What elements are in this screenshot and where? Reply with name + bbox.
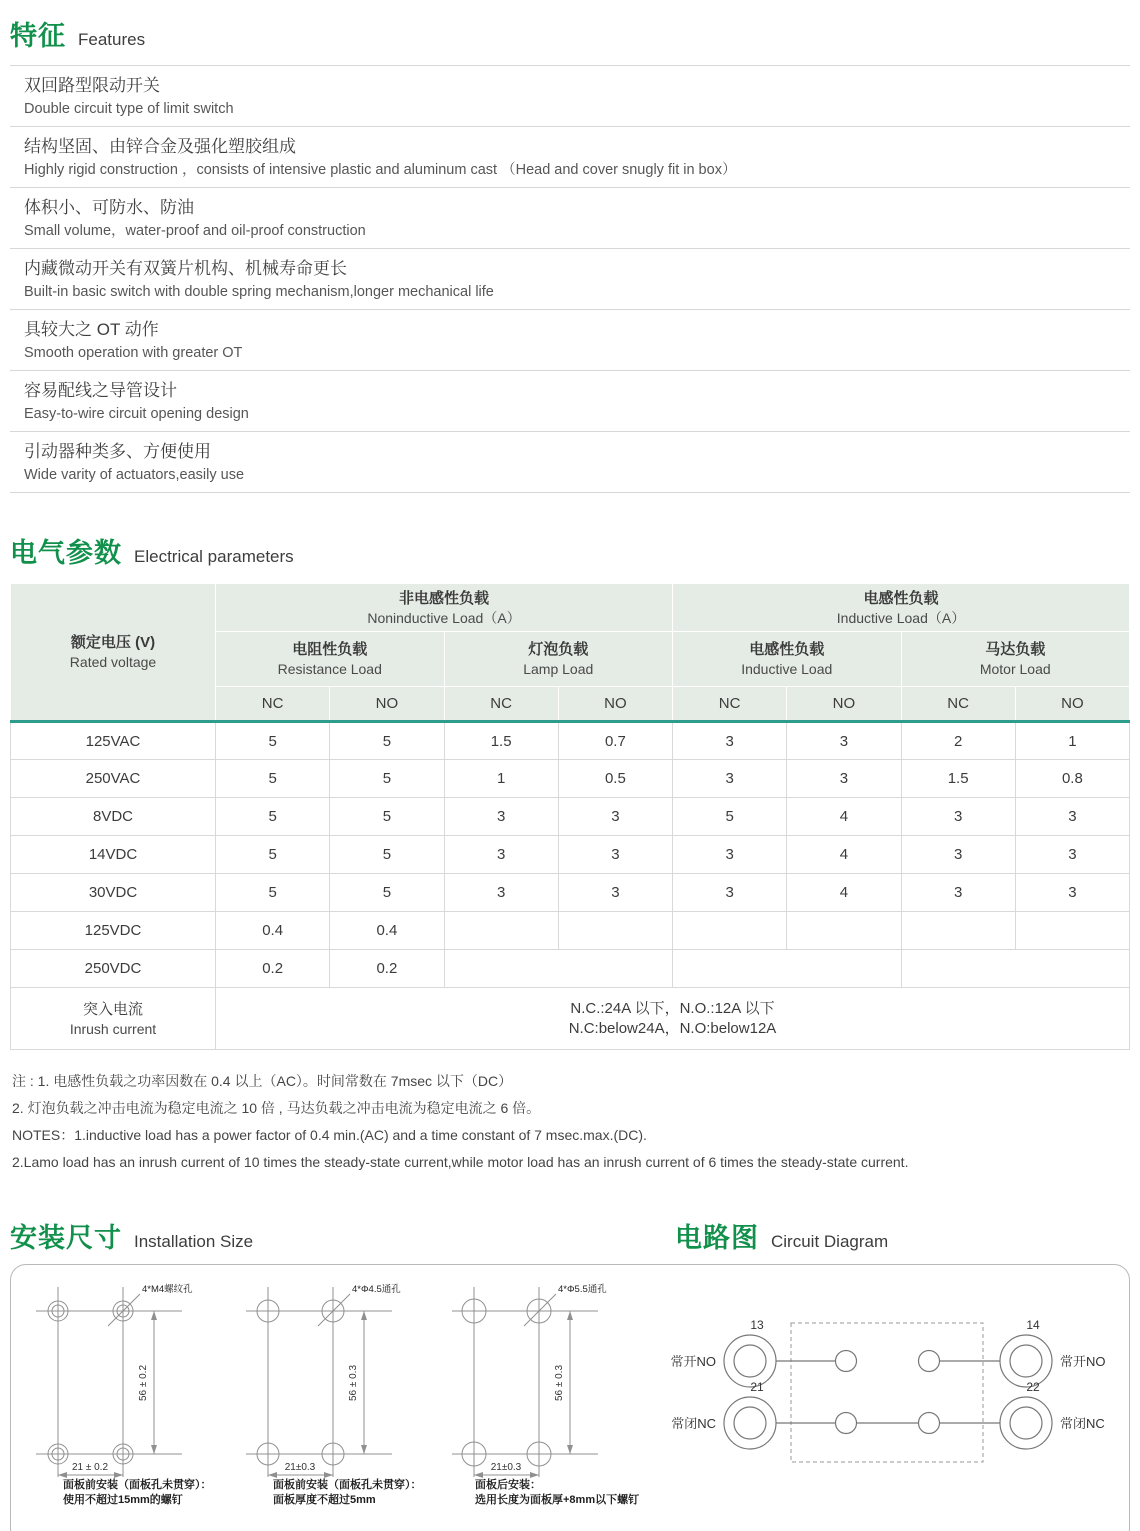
vertical-dimension: 56 ± 0.3 xyxy=(348,1364,359,1402)
feature-list xyxy=(10,65,1130,493)
nc-label-left: 常闭NC xyxy=(671,1416,716,1431)
feature-item xyxy=(10,371,1130,432)
feature-item xyxy=(10,66,1130,127)
terminal-13-number: 13 xyxy=(750,1318,764,1332)
terminal-14-number: 14 xyxy=(1026,1318,1040,1332)
feature-zh: 引动器种类多、方便使用 xyxy=(24,442,211,461)
table-row: 14VDC 5 5 3 3 3 4 3 3 xyxy=(11,836,1130,874)
noninductive-group-header: 非电感性负载 Noninductive Load（A） xyxy=(216,584,673,632)
rated-voltage-header: 额定电压 (V) Rated voltage xyxy=(11,584,216,722)
feature-zh: 双回路型限动开关 xyxy=(24,76,160,95)
features-title-en: Features xyxy=(78,30,146,49)
nc-header: NC xyxy=(673,687,787,722)
feature-zh: 内藏微动开关有双簧片机构、机械寿命更长 xyxy=(24,259,347,278)
feature-en: Double circuit type of limit switch xyxy=(24,101,234,117)
electrical-title-zh: 电气参数 xyxy=(10,538,122,568)
feature-zh: 容易配线之导管设计 xyxy=(24,381,177,400)
feature-item xyxy=(10,188,1130,249)
electrical-title-en: Electrical parameters xyxy=(134,547,294,566)
table-row: 250VDC 0.2 0.2 xyxy=(11,950,1130,988)
no-label-right: 常开NO xyxy=(1060,1354,1106,1369)
horizontal-dimension: 21±0.3 xyxy=(284,1462,316,1473)
inrush-current-row xyxy=(11,988,1130,1050)
table-row: 125VDC 0.4 0.4 xyxy=(11,912,1130,950)
note-line: NOTES：1.inductive load has a power factor of 0.4 min.(AC) and a time constant of 7 msec.max.(DC). xyxy=(12,1127,647,1143)
hole-label: 4*Φ5.5通孔 xyxy=(558,1284,607,1295)
inrush-current-label: 突入电流 Inrush current xyxy=(11,988,216,1050)
feature-en: Highly rigid construction ，consists of intensive plastic and aluminum cast （Head and cover snugly fit in box） xyxy=(24,162,737,178)
features-title-zh: 特征 xyxy=(10,21,66,51)
motor-load-header: 马达负载 Motor Load xyxy=(901,632,1130,687)
electrical-parameters-table xyxy=(10,583,1130,1050)
feature-zh: 体积小、可防水、防油 xyxy=(24,198,194,217)
installation-title: 安装尺寸 Installation Size xyxy=(10,1223,254,1253)
feature-en: Built-in basic switch with double spring mechanism,longer mechanical life xyxy=(24,284,494,300)
features-section xyxy=(0,14,1140,493)
mounting-caption: 面板后安装： 选用长度为面板厚+8mm以下螺钉 xyxy=(475,1479,640,1506)
table-row: 250VAC 5 5 1 0.5 3 3 1.5 0.8 xyxy=(11,760,1130,798)
vertical-dimension: 56 ± 0.3 xyxy=(554,1364,565,1402)
no-header: NO xyxy=(787,687,901,722)
no-header: NO xyxy=(558,687,672,722)
switch-body-outline xyxy=(791,1323,983,1462)
nc-header: NC xyxy=(901,687,1015,722)
nc-header: NC xyxy=(216,687,330,722)
terminal-22-number: 22 xyxy=(1026,1380,1040,1394)
inductive-load-header: 电感性负载 Inductive Load xyxy=(673,632,902,687)
no-label-left: 常开NO xyxy=(670,1354,716,1369)
circuit-title: 电路图 Circuit Diagram xyxy=(675,1223,889,1253)
mounting-caption: 面板前安装（面板孔未贯穿）： 使用不超过15mm的螺钉 xyxy=(63,1479,212,1506)
horizontal-dimension: 21 ± 0.2 xyxy=(71,1462,109,1473)
mounting-diagram-5-5 xyxy=(436,1271,648,1511)
bottom-titles xyxy=(0,1216,1140,1256)
circuit-diagram xyxy=(661,1283,1121,1503)
electrical-title xyxy=(10,531,1130,570)
hole-label: 4*M4螺纹孔 xyxy=(142,1284,193,1295)
resistance-load-header: 电阻性负载 Resistance Load xyxy=(216,632,445,687)
mounting-diagram-4-5 xyxy=(230,1271,442,1511)
notes-section xyxy=(12,1068,1130,1176)
mounting-caption: 面板前安装（面板孔未贯穿）： 面板厚度不超过5mm xyxy=(273,1479,422,1506)
feature-en: Easy-to-wire circuit opening design xyxy=(24,406,249,422)
nc-header: NC xyxy=(444,687,558,722)
terminal-21-number: 21 xyxy=(750,1380,764,1394)
feature-zh: 结构坚固、由锌合金及强化塑胶组成 xyxy=(24,137,296,156)
feature-item xyxy=(10,432,1130,493)
no-header: NO xyxy=(330,687,444,722)
features-title xyxy=(10,14,1130,53)
horizontal-dimension: 21±0.3 xyxy=(490,1462,522,1473)
note-line: 2. 灯泡负载之冲击电流为稳定电流之 10 倍 , 马达负载之冲击电流为稳定电流之 6 倍。 xyxy=(12,1100,541,1116)
nc-label-right: 常闭NC xyxy=(1060,1416,1105,1431)
mounting-diagram-m4 xyxy=(20,1271,232,1511)
feature-en: Smooth operation with greater OT xyxy=(24,345,243,361)
feature-item xyxy=(10,127,1130,188)
hole-label: 4*Φ4.5通孔 xyxy=(352,1284,401,1295)
feature-en: Wide varity of actuators,easily use xyxy=(24,467,245,483)
vertical-dimension: 56 ± 0.2 xyxy=(138,1364,149,1402)
feature-item xyxy=(10,310,1130,371)
note-line: 注 : 1. 电感性负载之功率因数在 0.4 以上（AC）。时间常数在 7msec 以下（DC） xyxy=(12,1073,513,1089)
feature-item xyxy=(10,249,1130,310)
table-row: 30VDC 5 5 3 3 3 4 3 3 xyxy=(11,874,1130,912)
note-line: 2.Lamo load has an inrush current of 10 times the steady-state current,while motor load has an inrush current of 6 times the steady-state current. xyxy=(12,1154,909,1170)
table-row: 125VAC 5 5 1.5 0.7 3 3 2 1 xyxy=(11,722,1130,760)
diagram-panel xyxy=(10,1264,1130,1531)
inductive-group-header: 电感性负载 Inductive Load（A） xyxy=(673,584,1130,632)
feature-zh: 具较大之 OT 动作 xyxy=(24,320,159,339)
feature-en: Small volume，water-proof and oil-proof construction xyxy=(24,223,366,239)
table-row: 8VDC 5 5 3 3 5 4 3 3 xyxy=(11,798,1130,836)
inrush-current-value: N.C.:24A 以下，N.O.:12A 以下 N.C:below24A，N.O:below12A xyxy=(216,988,1130,1050)
no-header: NO xyxy=(1015,687,1129,722)
lamp-load-header: 灯泡负载 Lamp Load xyxy=(444,632,673,687)
